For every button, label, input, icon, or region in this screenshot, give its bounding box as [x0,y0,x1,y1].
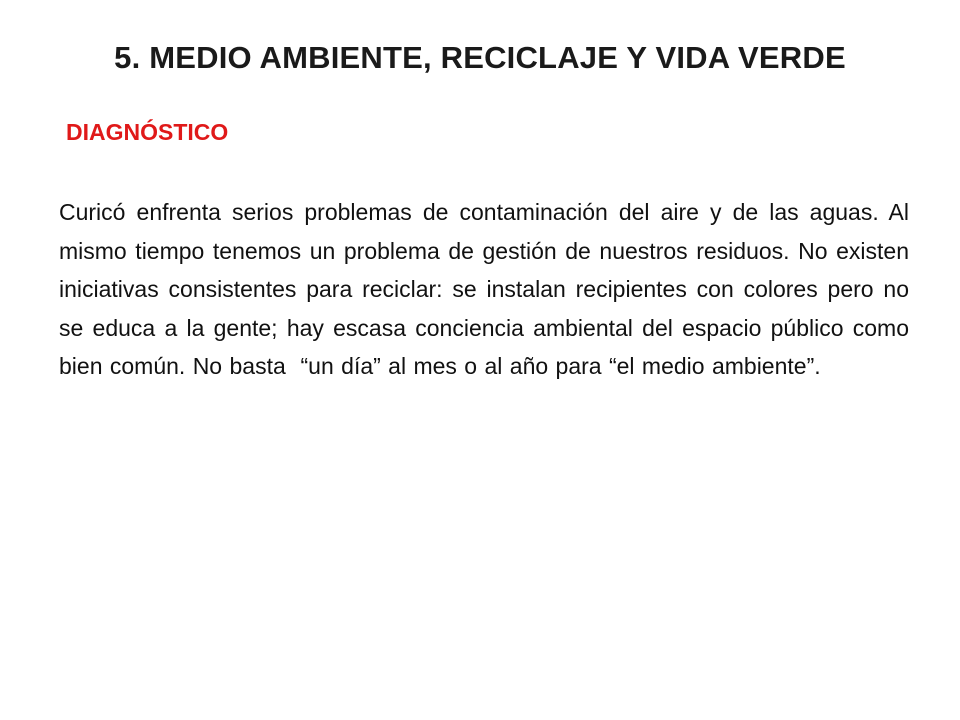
slide-title: 5. MEDIO AMBIENTE, RECICLAJE Y VIDA VERDE [114,40,846,75]
body-paragraph: Curicó enfrenta serios problemas de contaminación del aire y de las aguas. Al mismo tiempo tenemos un problema de gestión de nuestros residuos. No existen iniciativas consistentes para reciclar: se instalan recipientes con colores pero no se educa a la gente; hay escasa conciencia ambiental del espacio público como bien común. No basta “un día” al mes o al año para “el medio ambiente”. [59,199,917,379]
section-heading-diagnostico: DIAGNÓSTICO [66,119,229,145]
